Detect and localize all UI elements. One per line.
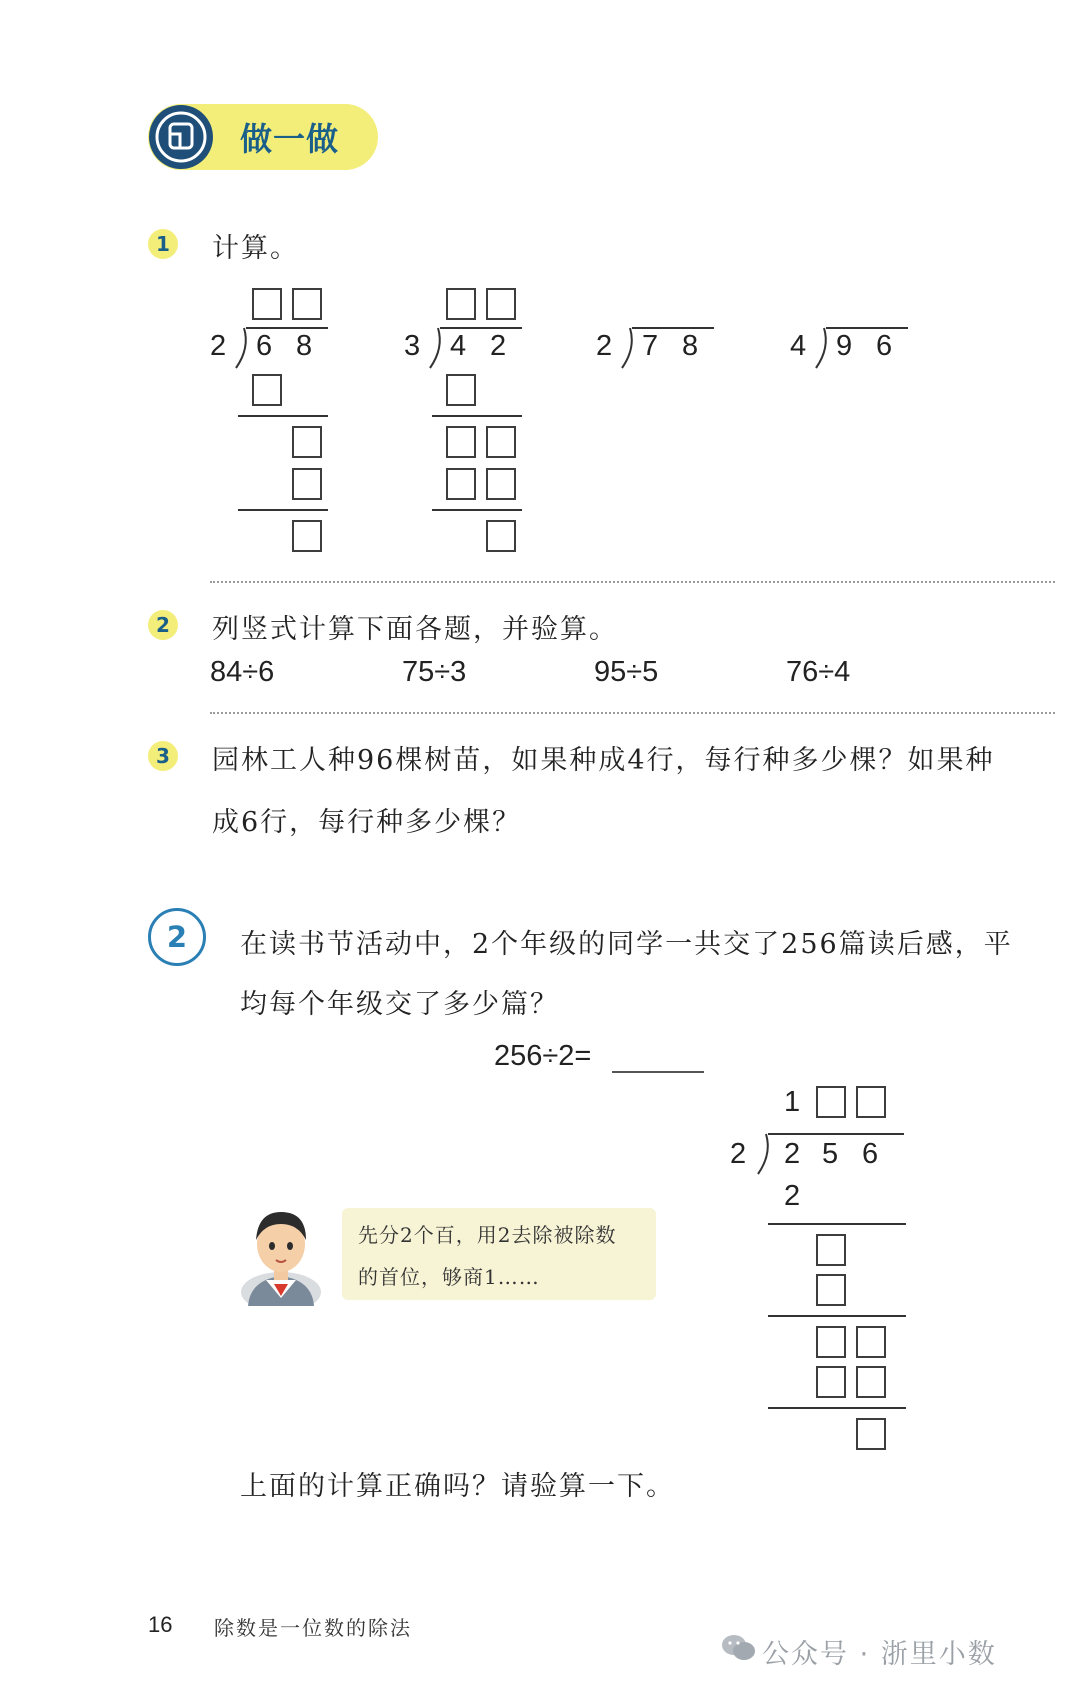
answer-box[interactable] xyxy=(486,520,516,552)
answer-box[interactable] xyxy=(816,1274,846,1306)
answer-blank[interactable] xyxy=(612,1071,704,1073)
vinculum xyxy=(826,327,908,329)
answer-box[interactable] xyxy=(856,1418,886,1450)
division-bracket-icon xyxy=(232,326,254,370)
section-title: 做一做 xyxy=(240,120,340,158)
expression: 76÷4 xyxy=(786,656,851,688)
page-number: 16 xyxy=(148,1612,173,1637)
divisor: 2 xyxy=(596,330,613,362)
boy-avatar-icon xyxy=(236,1200,326,1306)
answer-box[interactable] xyxy=(856,1366,886,1398)
answer-box[interactable] xyxy=(446,374,476,406)
dividend-digit: 6 xyxy=(862,1138,879,1170)
question-3-line1: 园林工人种96棵树苗，如果种成4行，每行种多少棵？如果种 xyxy=(212,745,995,776)
question-number-3: 3 xyxy=(148,741,178,771)
answer-box[interactable] xyxy=(252,288,282,320)
expression: 75÷3 xyxy=(402,656,467,688)
vinculum xyxy=(632,327,714,329)
question-number-2: 2 xyxy=(148,610,178,640)
answer-box[interactable] xyxy=(816,1234,846,1266)
answer-box[interactable] xyxy=(486,426,516,458)
check-prompt: 上面的计算正确吗？请验算一下。 xyxy=(240,1471,675,1502)
answer-box[interactable] xyxy=(292,520,322,552)
subtraction-line xyxy=(238,509,328,511)
division-bracket-icon xyxy=(426,326,448,370)
answer-box[interactable] xyxy=(292,288,322,320)
expression: 95÷5 xyxy=(594,656,659,688)
wechat-icon xyxy=(720,1632,756,1664)
speech-text xyxy=(358,1214,652,1298)
division-bracket-icon xyxy=(812,326,834,370)
answer-box[interactable] xyxy=(252,374,282,406)
quotient-digit: 1 xyxy=(784,1086,801,1118)
division-bracket-icon xyxy=(618,326,640,370)
subtraction-line xyxy=(238,415,328,417)
question-1-text: 计算。 xyxy=(212,233,299,264)
subtraction-line xyxy=(432,509,522,511)
answer-box[interactable] xyxy=(816,1086,846,1118)
example-number-badge: 2 xyxy=(148,908,206,966)
dividend-digit: 4 xyxy=(450,330,467,362)
answer-box[interactable] xyxy=(856,1326,886,1358)
dividend-digit: 6 xyxy=(256,330,273,362)
divisor: 2 xyxy=(210,330,227,362)
subtraction-line xyxy=(432,415,522,417)
dotted-divider xyxy=(210,712,1055,714)
dividend-digit: 2 xyxy=(490,330,507,362)
speech-line: 先分2个百，用2去除被除数 xyxy=(358,1223,617,1247)
vinculum xyxy=(440,327,522,329)
subtraction-line xyxy=(768,1407,906,1409)
answer-box[interactable] xyxy=(292,468,322,500)
dividend-digit: 6 xyxy=(876,330,893,362)
activity-icon xyxy=(148,104,214,170)
question-2-text: 列竖式计算下面各题，并验算。 xyxy=(212,614,618,645)
dividend-digit: 2 xyxy=(784,1138,801,1170)
answer-box[interactable] xyxy=(446,288,476,320)
divisor: 3 xyxy=(404,330,421,362)
dividend-digit: 5 xyxy=(822,1138,839,1170)
example-2-line2: 均每个年级交了多少篇？ xyxy=(240,989,559,1020)
vinculum xyxy=(246,327,328,329)
product-digit: 2 xyxy=(784,1180,801,1212)
question-number-1: 1 xyxy=(148,229,178,259)
dotted-divider xyxy=(210,581,1055,583)
dividend-digit: 8 xyxy=(682,330,699,362)
answer-box[interactable] xyxy=(446,426,476,458)
divisor: 4 xyxy=(790,330,807,362)
divisor: 2 xyxy=(730,1138,747,1170)
vinculum xyxy=(768,1133,904,1135)
division-bracket-icon xyxy=(754,1132,776,1176)
answer-box[interactable] xyxy=(816,1366,846,1398)
expression: 84÷6 xyxy=(210,656,275,688)
question-3-line2: 成6行，每行种多少棵？ xyxy=(212,807,522,838)
dividend-digit: 8 xyxy=(296,330,313,362)
answer-box[interactable] xyxy=(486,288,516,320)
equation: 256÷2= xyxy=(494,1040,592,1072)
example-2-line1: 在读书节活动中，2个年级的同学一共交了256篇读后感，平 xyxy=(240,929,1013,960)
watermark: 公众号 · 浙里小数 xyxy=(762,1639,997,1670)
chapter-title: 除数是一位数的除法 xyxy=(214,1616,412,1640)
speech-line: 的首位，够商1…… xyxy=(358,1265,540,1289)
dividend-digit: 9 xyxy=(836,330,853,362)
answer-box[interactable] xyxy=(816,1326,846,1358)
answer-box[interactable] xyxy=(446,468,476,500)
subtraction-line xyxy=(768,1223,906,1225)
answer-box[interactable] xyxy=(856,1086,886,1118)
answer-box[interactable] xyxy=(292,426,322,458)
answer-box[interactable] xyxy=(486,468,516,500)
subtraction-line xyxy=(768,1315,906,1317)
dividend-digit: 7 xyxy=(642,330,659,362)
